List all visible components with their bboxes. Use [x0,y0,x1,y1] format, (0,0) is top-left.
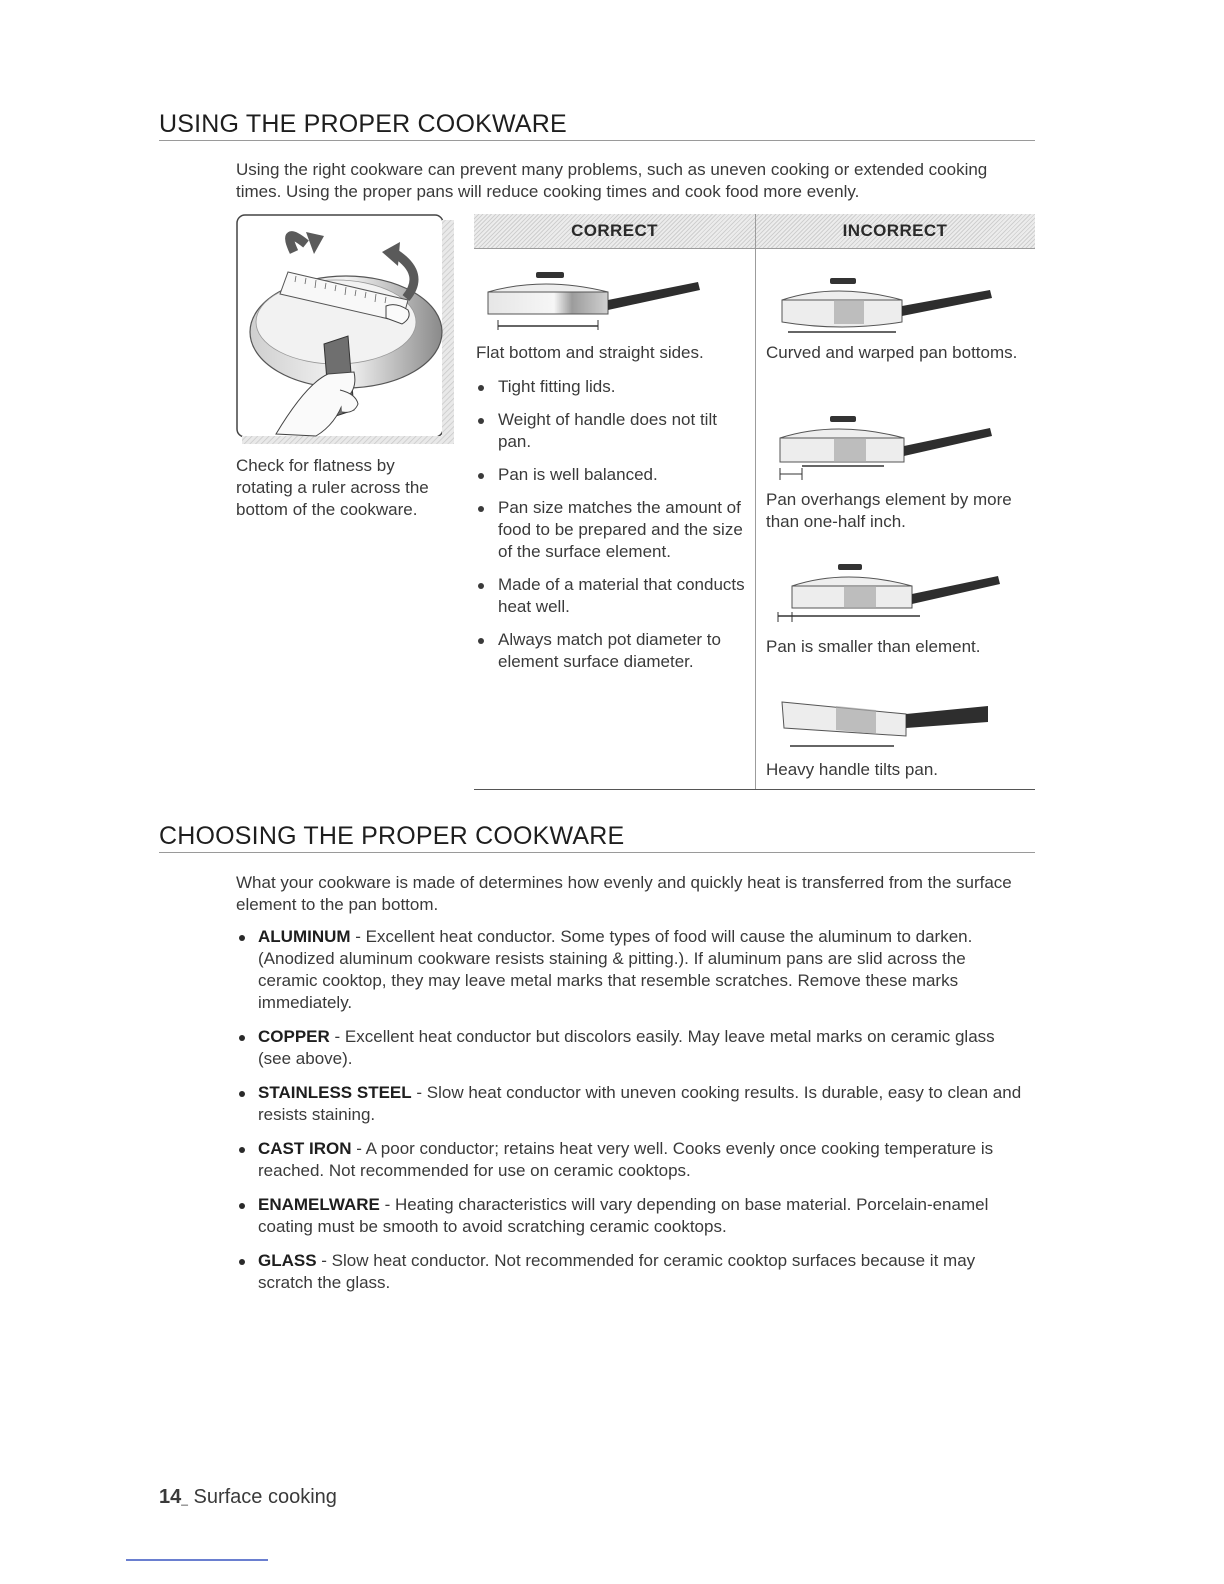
list-item: Pan size matches the amount of food to be prepared and the size of the surface element. [476,497,746,563]
incorrect-overhang: Pan overhangs element by more than one-half inch. [766,490,1012,531]
materials-list [236,926,1026,1306]
footer-separator: _ [181,1492,188,1506]
list-item: Made of a material that conducts heat well. [476,574,746,618]
overhang-pan-icon [776,414,996,484]
list-item: Always match pot diameter to element surface diameter. [476,629,746,673]
correct-pan-icon [484,268,704,332]
intro-paragraph: Using the right cookware can prevent many problems, such as uneven cooking or extended cooking times. Using the proper pans will reduce cooking times and cook food more evenly. [236,160,988,201]
incorrect-warped: Curved and warped pan bottoms. [766,343,1018,362]
correct-list [476,376,746,684]
page-number: 14 [159,1486,182,1508]
materials-intro: What your cookware is made of determines how evenly and quickly heat is transferred from the surface element to the pan bottom. [236,873,1012,914]
list-item: Tight fitting lids. [476,376,746,398]
correct-lead: Flat bottom and straight sides. [476,343,704,362]
small-pan-icon [776,560,1002,626]
material-aluminum: ALUMINUM - Excellent heat conductor. Some types of food will cause the aluminum to darken. (Anodized aluminum cookware resists staining & pitting.). If aluminum pans are slid across the ceramic cooktop, they may leave metal marks that resemble scratches. Remove these marks immediately. [236,926,1026,1014]
material-enamelware: ENAMELWARE - Heating characteristics will vary depending on base material. Porcelain-enamel coating must be smooth to avoid scratching ceramic cooktops. [236,1194,1026,1238]
warped-pan-icon [776,276,996,334]
material-glass: GLASS - Slow heat conductor. Not recommended for ceramic cooktop surfaces because it may scratch the glass. [236,1250,1026,1294]
scan-edge-mark [126,1559,268,1561]
table-bottom-rule [474,789,1035,790]
incorrect-tilt: Heavy handle tilts pan. [766,760,938,779]
list-item: Pan is well balanced. [476,464,746,486]
incorrect-header: INCORRECT [842,221,948,240]
section-heading-using: USING THE PROPER COOKWARE [159,110,567,138]
section-heading-choosing: CHOOSING THE PROPER COOKWARE [159,822,625,850]
heading-rule [159,852,1035,853]
material-stainless-steel: STAINLESS STEEL - Slow heat conductor with uneven cooking results. Is durable, easy to clean and resists staining. [236,1082,1026,1126]
correct-header: CORRECT [571,221,658,240]
flatness-check-illustration [236,214,456,446]
footer-section-name: Surface cooking [187,1486,337,1508]
material-copper: COPPER - Excellent heat conductor but discolors easily. May leave metal marks on ceramic glass (see above). [236,1026,1026,1070]
incorrect-smaller: Pan is smaller than element. [766,637,981,656]
table-divider [755,214,756,789]
tilted-pan-icon [776,684,996,750]
heading-rule [159,140,1035,141]
page-footer [159,1486,337,1509]
list-item: Weight of handle does not tilt pan. [476,409,746,453]
figure-caption: Check for flatness by rotating a ruler across the bottom of the cookware. [236,456,429,519]
material-cast-iron: CAST IRON - A poor conductor; retains heat very well. Cooks evenly once cooking temperature is reached. Not recommended for use on ceramic cooktops. [236,1138,1026,1182]
